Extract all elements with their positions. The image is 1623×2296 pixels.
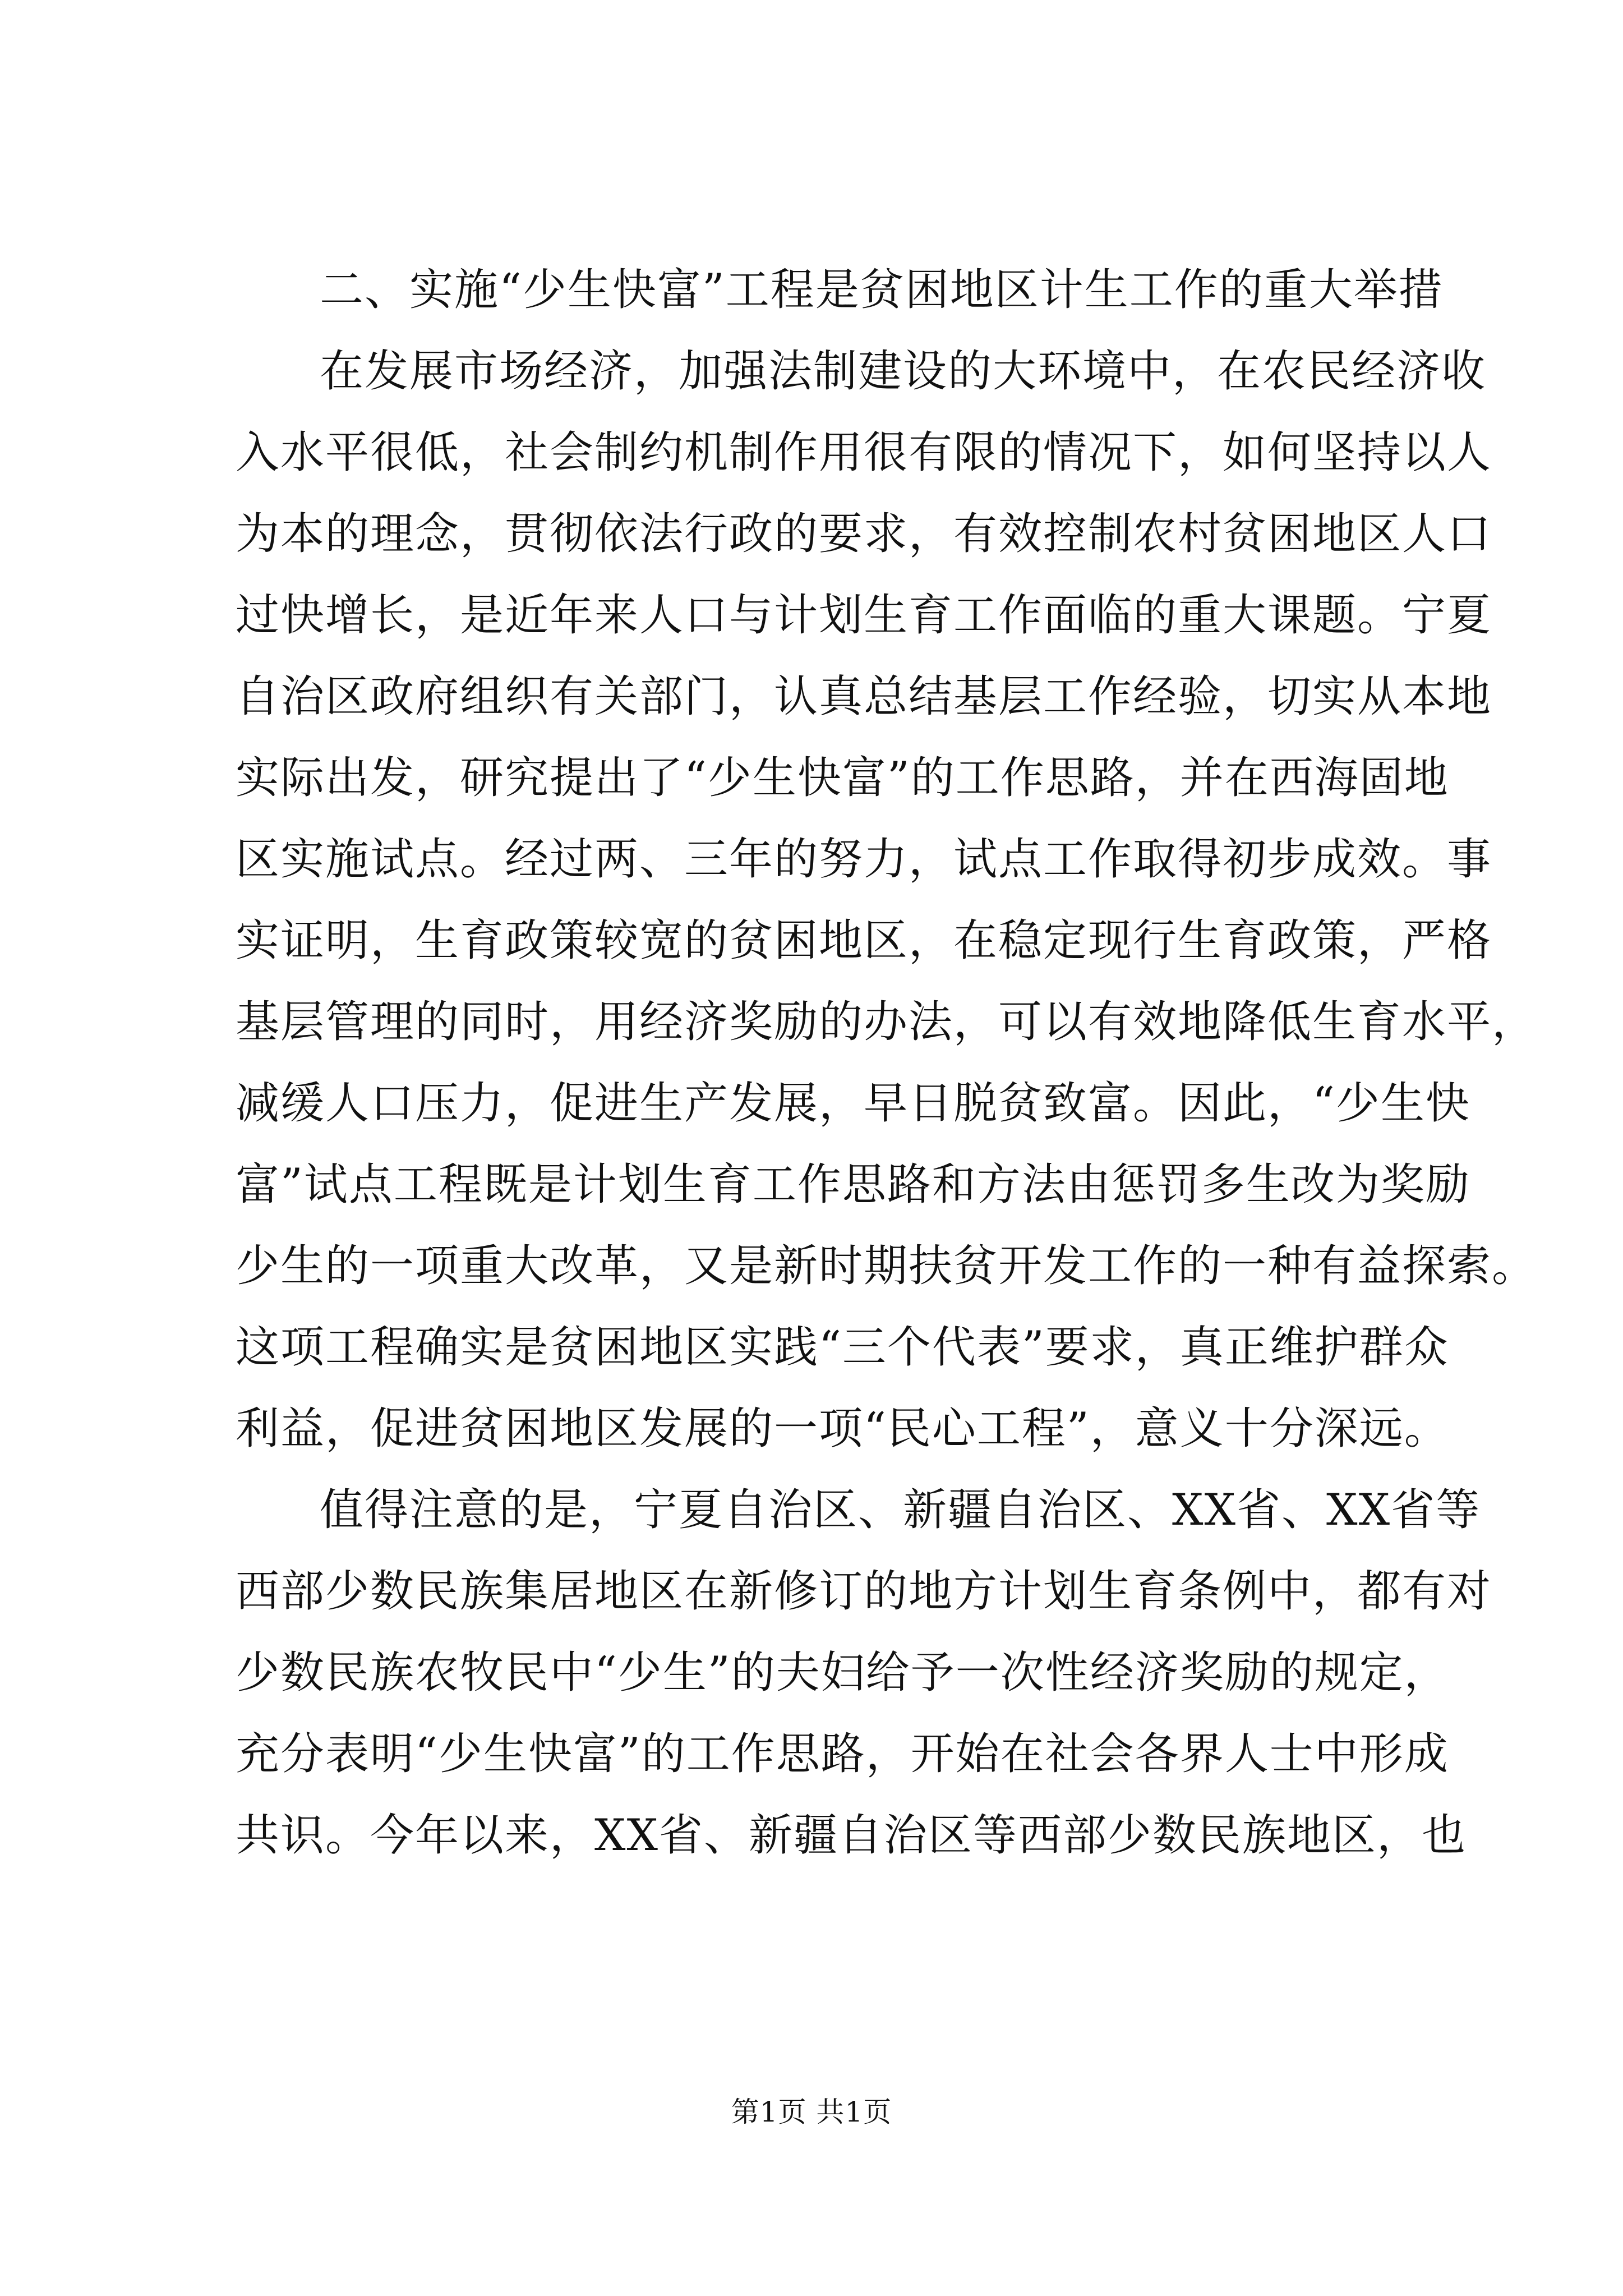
paragraph-line: 少数民族农牧民中“少生”的夫妇给予一次性经济奖励的规定， (236, 1648, 1449, 1698)
paragraph-2 (236, 1470, 1492, 1876)
paragraph-line: 入水平很低，社会制约机制作用很有限的情况下，如何坚持以人 (236, 427, 1492, 478)
paragraph-line: 西部少数民族集居地区在新修订的地方计划生育条例中，都有对 (236, 1566, 1492, 1617)
paragraph-line: 实证明，生育政策较宽的贫困地区，在稳定现行生育政策，严格 (236, 915, 1492, 966)
page-number-indicator: 第1页 共1页 (731, 2096, 892, 2128)
paragraph-line: 自治区政府组织有关部门，认真总结基层工作经验，切实从本地 (236, 671, 1492, 722)
paragraph-line: 实际出发，研究提出了“少生快富”的工作思路，并在西海固地 (236, 753, 1449, 803)
document-body (236, 250, 1537, 1876)
paragraph-line: 区实施试点。经过两、三年的努力，试点工作取得初步成效。事 (236, 834, 1492, 885)
paragraph-1 (236, 331, 1537, 1470)
section-heading: 二、实施“少生快富”工程是贫困地区计生工作的重大举措 (320, 265, 1444, 315)
paragraph-line: 减缓人口压力，促进生产发展，早日脱贫致富。因此，“少生快 (236, 1078, 1470, 1129)
paragraph-line: 这项工程确实是贫困地区实践“三个代表”要求，真正维护群众 (236, 1322, 1449, 1373)
page-footer (0, 2090, 1623, 2134)
paragraph-line: 充分表明“少生快富”的工作思路，开始在社会各界人士中形成 (236, 1729, 1449, 1779)
paragraph-line: 利益，促进贫困地区发展的一项“民心工程”，意义十分深远。 (236, 1404, 1449, 1454)
paragraph-line: 在发展市场经济，加强法制建设的大环境中，在农民经济收 (320, 346, 1487, 397)
paragraph-line: 富”试点工程既是计划生育工作思路和方法由惩罚多生改为奖励 (236, 1159, 1470, 1210)
paragraph-line: 共识。今年以来，XX省、新疆自治区等西部少数民族地区，也 (236, 1810, 1467, 1861)
paragraph-line: 过快增长，是近年来人口与计划生育工作面临的重大课题。宁夏 (236, 590, 1492, 641)
paragraph-line: 值得注意的是，宁夏自治区、新疆自治区、XX省、XX省等 (320, 1485, 1481, 1535)
paragraph-line: 少生的一项重大改革，又是新时期扶贫开发工作的一种有益探索。 (236, 1241, 1537, 1291)
paragraph-line: 基层管理的同时，用经济奖励的办法，可以有效地降低生育水平， (236, 997, 1537, 1047)
paragraph-line: 为本的理念，贯彻依法行政的要求，有效控制农村贫困地区人口 (236, 509, 1492, 559)
